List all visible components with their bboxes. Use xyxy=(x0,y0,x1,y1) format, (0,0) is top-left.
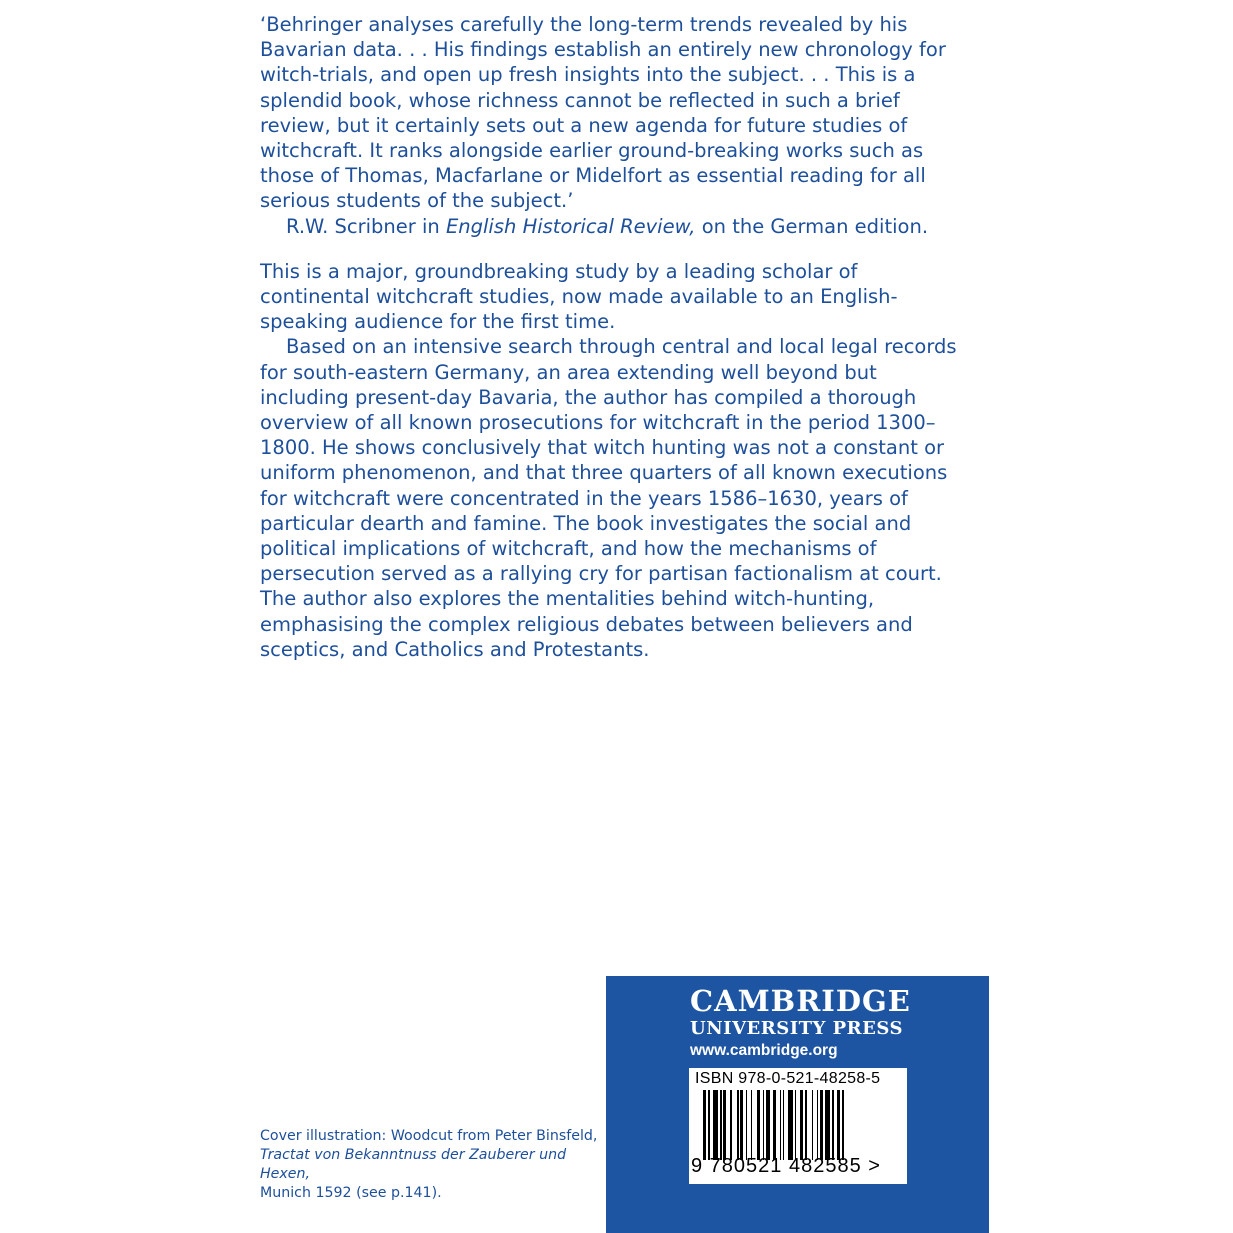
barcode-bar xyxy=(723,1090,726,1160)
attribution-prefix: R.W. Scribner in xyxy=(286,214,446,238)
barcode-bar xyxy=(708,1090,710,1160)
cover-illustration-credit xyxy=(260,1127,620,1203)
barcode-bar xyxy=(737,1090,739,1160)
barcode-bar xyxy=(713,1090,718,1160)
barcode-bar xyxy=(740,1090,743,1160)
barcode-bar xyxy=(788,1090,793,1160)
publisher-subname: UNIVERSITY PRESS xyxy=(690,1018,903,1039)
description-intro: This is a major, groundbreaking study by a leading scholar of continental witchcraft studies, now made available to an English-speaking audience for the first time. xyxy=(260,259,898,334)
barcode-bar xyxy=(751,1090,753,1160)
barcode-bar xyxy=(763,1090,765,1160)
barcode-bar xyxy=(800,1090,803,1160)
barcode-bar xyxy=(837,1090,840,1160)
barcode-bar xyxy=(805,1090,807,1160)
attribution-suffix: on the German edition. xyxy=(695,214,929,238)
barcode-bar xyxy=(842,1090,844,1160)
attribution-source: English Historical Review, xyxy=(445,214,696,238)
barcode-bar xyxy=(795,1090,797,1160)
barcode-bar xyxy=(817,1090,819,1160)
barcode-bar xyxy=(746,1090,748,1160)
barcode-digits: 9 780521 482585 > xyxy=(691,1155,881,1177)
barcode-bar xyxy=(812,1090,814,1160)
back-cover-text xyxy=(260,12,960,662)
isbn-label: ISBN 978-0-521-48258-5 xyxy=(695,1070,881,1087)
barcode-bar xyxy=(773,1090,776,1160)
barcode-bar xyxy=(730,1090,732,1160)
barcode-bar xyxy=(703,1090,706,1160)
review-quote: ‘Behringer analyses carefully the long-term trends revealed by his Bavarian data. . . His findings establish an entirely new chronology for witch-trials, and open up fresh insights into the subject. . . This is a splendid book, whose richness cannot be reflected in such a brief review, but it certainly sets out a new agenda for future studies of witchcraft. It ranks alongside earlier ground-breaking works such as those of Thomas, Macfarlane or Midelfort as essential reading for all serious students of the subject.’ xyxy=(260,13,946,213)
credit-line-3: Munich 1592 (see p.141). xyxy=(260,1185,442,1201)
review-attribution xyxy=(260,214,960,239)
credit-title: Tractat von Bekanntnuss der Zauberer und Hexen, xyxy=(260,1147,567,1182)
barcode-box xyxy=(689,1068,907,1184)
barcode-bar xyxy=(820,1090,823,1160)
publisher-block xyxy=(606,976,989,1233)
barcode-bar xyxy=(825,1090,830,1160)
barcode-icon xyxy=(703,1090,899,1160)
barcode-bar xyxy=(780,1090,782,1160)
barcode-bar xyxy=(720,1090,722,1160)
description-body: Based on an intensive search through central and local legal records for south-eastern Germany, an area extending well beyond but including present-day Bavaria, the author has compiled a thorough overview of all known prosecutions for witchcraft in the period 1300–1800. He shows conclusively that witch hunting was not a constant or uniform phenomenon, and that three quarters of all known executions for witchcraft were concentrated in the years 1586–1630, years of particular dearth and famine. The book investigates the social and political implications of witchcraft, and how the mechanisms of persecution served as a rallying cry for partisan factionalism at court. The author also explores the mentalities behind witch-hunting, emphasising the complex religious debates between believers and sceptics, and Catholics and Protestants. xyxy=(260,335,957,661)
barcode-bar xyxy=(832,1090,834,1160)
credit-line-1: Cover illustration: Woodcut from Peter Binsfeld, xyxy=(260,1128,598,1144)
publisher-website[interactable]: www.cambridge.org xyxy=(690,1042,838,1059)
barcode-bar xyxy=(757,1090,760,1160)
publisher-name: CAMBRIDGE xyxy=(690,984,911,1018)
barcode-bar xyxy=(766,1090,771,1160)
barcode-bar xyxy=(783,1090,785,1160)
